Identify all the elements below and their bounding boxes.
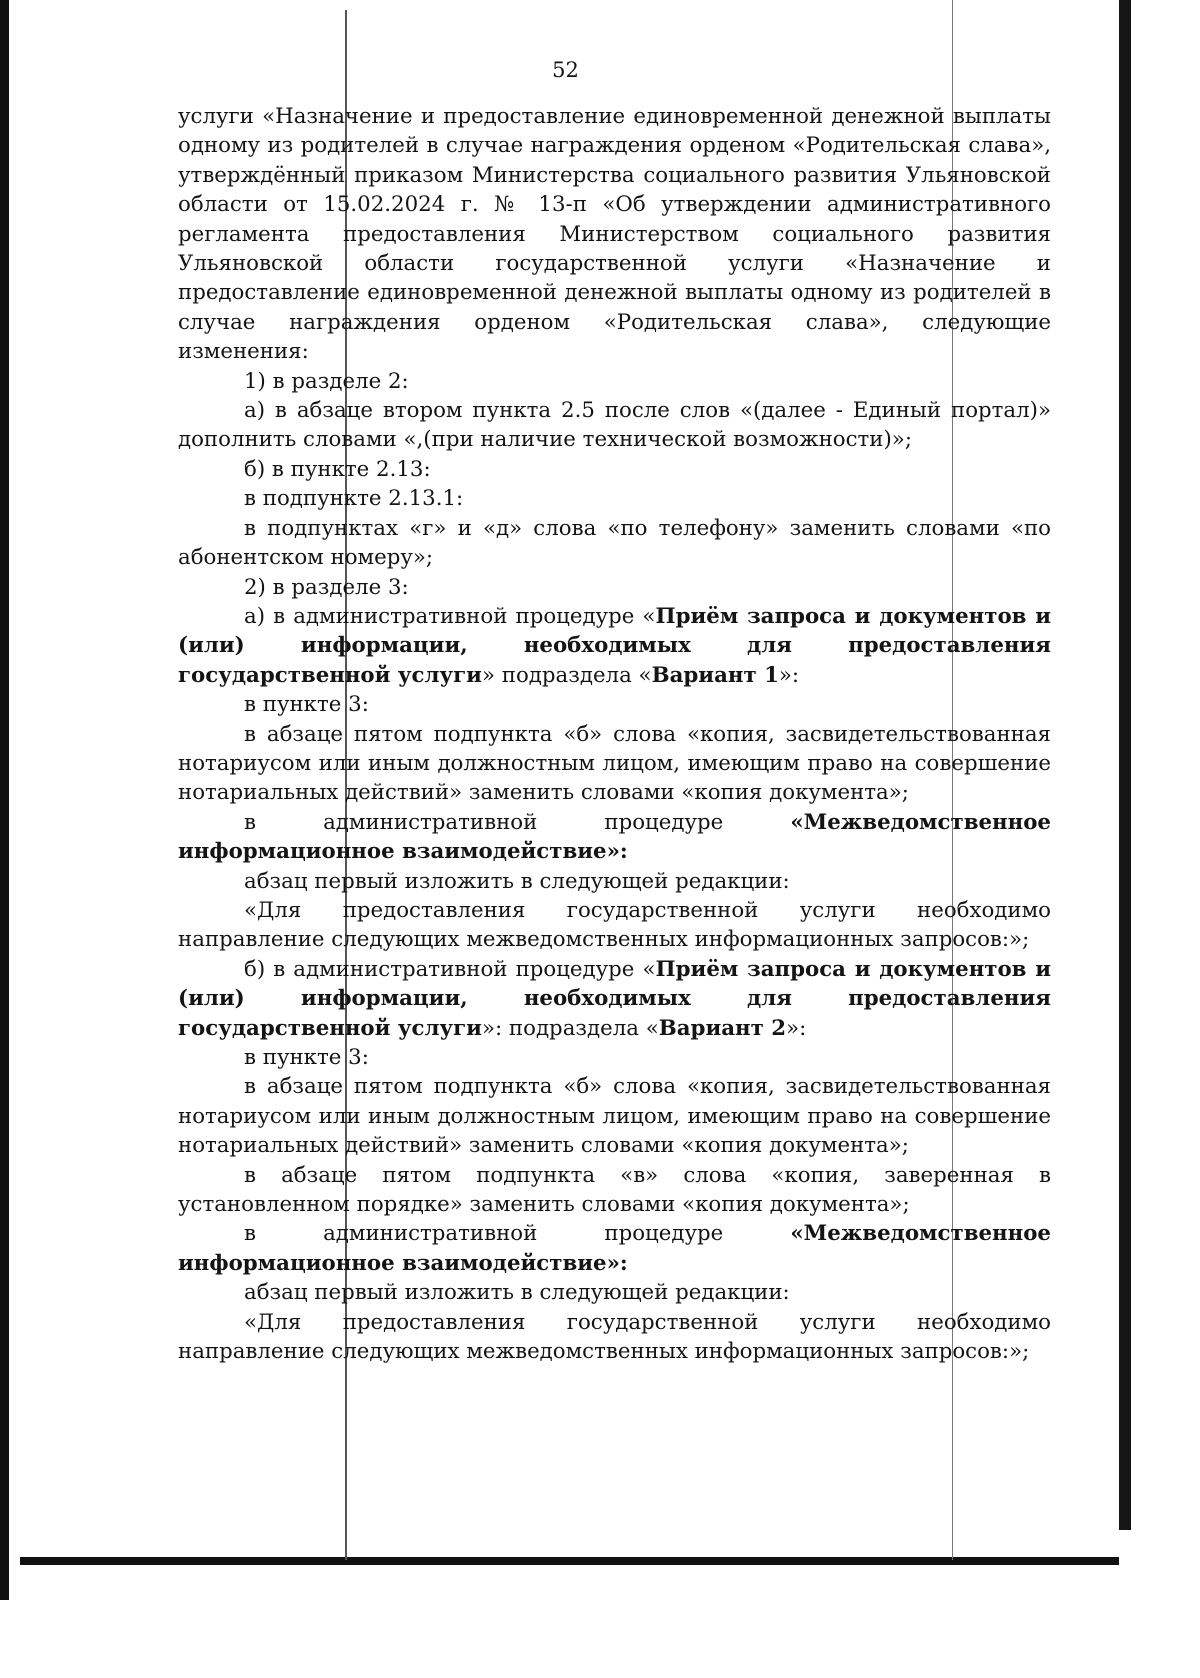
- text-run: «Для предоставления государственной услуги необходимо направление следующих межведомственных информационных запросов:»;: [178, 1309, 1051, 1365]
- paragraph-s2b3: [178, 1161, 1051, 1220]
- paragraph-s2: [178, 573, 1051, 602]
- bold-text: Приём запроса и документов и (или) информации, необходимых для предоставления государственной услуги: [178, 603, 1052, 688]
- bold-text: Вариант 2: [658, 1015, 787, 1041]
- text-run: б) в пункте 2.13:: [244, 456, 431, 482]
- text-run: 1) в разделе 2:: [244, 368, 409, 394]
- paragraph-s2a2: [178, 720, 1051, 808]
- text-run: » подраздела «: [481, 662, 652, 688]
- text-run: »:: [786, 1015, 807, 1041]
- paragraph-s1: [178, 367, 1051, 396]
- text-run: абзац первый изложить в следующей редакции:: [244, 868, 790, 894]
- scan-edge-right: [1119, 0, 1131, 1530]
- paragraph-s2b2: [178, 1072, 1051, 1160]
- bold-text: «Межведомственное информационное взаимодействие»:: [178, 809, 1051, 865]
- paragraph-s1a: [178, 396, 1051, 455]
- text-run: в административной процедуре: [244, 809, 791, 835]
- paragraph-s2b: [178, 955, 1051, 1043]
- bold-text: Вариант 1: [651, 662, 779, 688]
- paragraph-s2a3: [178, 808, 1051, 867]
- text-run: в абзаце пятом подпункта «в» слова «копия, заверенная в установленном порядке» заменить словами «копия документа»;: [178, 1162, 1051, 1218]
- text-run: а) в абзаце втором пункта 2.5 после слов «(далее - Единый портал)» дополнить словами «,(при наличие технической возможности)»;: [178, 398, 1051, 453]
- text-run: в подпунктах «г» и «д» слова «по телефону» заменить словами «по абонентском номеру»;: [178, 515, 1051, 571]
- text-run: услуги «Назначение и предоставление единовременной денежной выплаты одному из родителей в случае награждения орденом «Родительская слава», утверждённый приказом Министерства социального развития Ульяновской области от 15.02.2024 г. № 13-п «Об утверждении административного регламента предоставления Министерством социального развития Ульяновской области государственной услуги «Назначение и предоставление единовременной денежной выплаты одному из родителей в случае награждения орденом «Родительская слава», следующие изменения:: [178, 104, 1051, 365]
- paragraph-s1b: [178, 455, 1051, 484]
- text-run: в абзаце пятом подпункта «б» слова «копия, засвидетельствованная нотариусом или иным должностным лицом, имеющим право на совершение нотариальных действий» заменить словами «копия документа»;: [178, 721, 1051, 806]
- page-number: 52: [552, 58, 579, 82]
- text-run: а) в административной процедуре «: [244, 603, 656, 629]
- text-run: »:: [778, 662, 800, 688]
- paragraph-s2a4: [178, 867, 1051, 896]
- paragraph-s2b1: [178, 1043, 1051, 1072]
- text-run: 2) в разделе 3:: [244, 574, 409, 600]
- paragraph-intro: [178, 102, 1051, 367]
- scan-edge-left: [0, 0, 9, 1600]
- text-run: б) в административной процедуре «: [244, 956, 656, 982]
- text-run: в административной процедуре: [244, 1221, 791, 1247]
- document-body: [178, 102, 1051, 1366]
- paragraph-s2a: [178, 602, 1051, 690]
- text-run: в пункте 3:: [244, 692, 369, 718]
- bold-text: «Межведомственное информационное взаимодействие»:: [178, 1221, 1051, 1276]
- paragraph-s1b2: [178, 514, 1051, 573]
- paragraph-s2b4: [178, 1219, 1051, 1278]
- text-run: »: подраздела «: [481, 1015, 659, 1041]
- paragraph-s2a5: [178, 896, 1051, 955]
- paragraph-s2b5: [178, 1278, 1051, 1307]
- scan-edge-bottom: [20, 1557, 1119, 1565]
- text-run: «Для предоставления государственной услуги необходимо направление следующих межведомственных информационных запросов:»;: [178, 897, 1051, 953]
- text-run: абзац первый изложить в следующей редакции:: [244, 1280, 790, 1306]
- text-run: в подпункте 2.13.1:: [244, 486, 464, 512]
- text-run: в абзаце пятом подпункта «б» слова «копия, засвидетельствованная нотариусом или иным должностным лицом, имеющим право на совершение нотариальных действий» заменить словами «копия документа»;: [178, 1074, 1051, 1159]
- paragraph-s2b6: [178, 1308, 1051, 1367]
- paragraph-s2a1: [178, 690, 1051, 719]
- text-run: в пункте 3:: [244, 1045, 369, 1070]
- bold-text: Приём запроса и документов и (или) информации, необходимых для предоставления государственной услуги: [178, 956, 1052, 1041]
- paragraph-s1b1: [178, 484, 1051, 513]
